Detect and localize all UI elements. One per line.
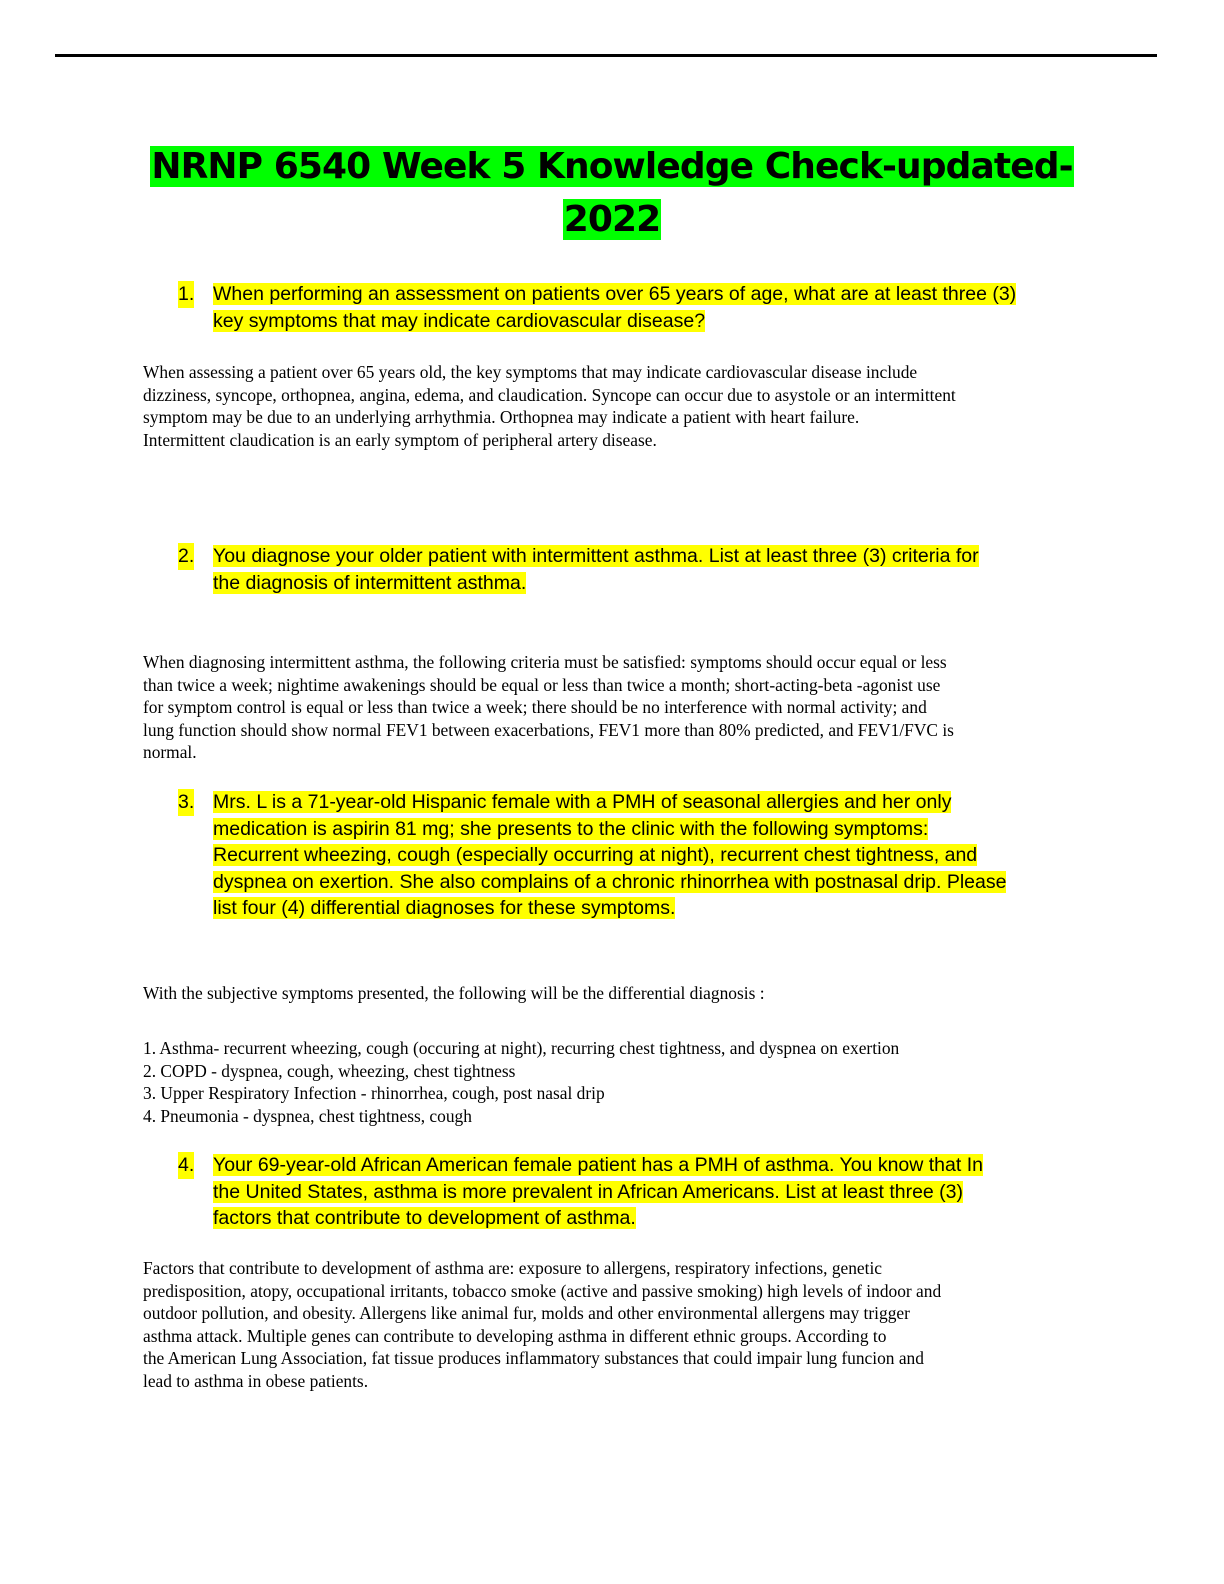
answer-line: for symptom control is equal or less than twice a week; there should be no interference with normal activity; and: [143, 697, 927, 718]
list-item: 4. Pneumonia - dyspnea, chest tightness, cough: [143, 1105, 472, 1126]
answer-3-intro: [143, 982, 1078, 1005]
question-line: Your 69-year-old African American female patient has a PMH of asthma. You know that In: [213, 1154, 983, 1176]
question-line: dyspnea on exertion. She also complains of a chronic rhinorrhea with postnasal drip. Please: [213, 870, 1007, 893]
answer-1: [143, 361, 1078, 451]
document-title: [120, 140, 1104, 246]
differential-diagnosis-list: [143, 1037, 1078, 1127]
question-line: When performing an assessment on patients over 65 years of age, what are at least three (3): [213, 283, 1017, 305]
question-number: 3.: [178, 789, 194, 816]
answer-line: than twice a week; nightime awakenings should be equal or less than twice a month; short-acting-beta -agonist use: [143, 674, 941, 695]
question-number: 1.: [178, 281, 194, 308]
answer-line: the American Lung Association, fat tissue produces inflammatory substances that could impair lung funcion and: [143, 1348, 924, 1369]
question-number: 4.: [178, 1152, 194, 1179]
question-3: [178, 789, 1078, 922]
answer-line: Intermittent claudication is an early symptom of peripheral artery disease.: [143, 429, 657, 450]
question-line: You diagnose your older patient with intermittent asthma. List at least three (3) criteria for: [213, 545, 979, 567]
question-4: [178, 1152, 1078, 1232]
question-line: Mrs. L is a 71-year-old Hispanic female with a PMH of seasonal allergies and her only: [213, 791, 952, 813]
answer-line: lung function should show normal FEV1 between exacerbations, FEV1 more than 80% predicted, and FEV1/FVC is: [143, 719, 954, 740]
question-2: [178, 543, 1078, 596]
answer-line: lead to asthma in obese patients.: [143, 1370, 369, 1391]
answer-line: When assessing a patient over 65 years old, the key symptoms that may indicate cardiovascular disease include: [143, 362, 918, 382]
answer-line: normal.: [143, 742, 197, 763]
answer-4: [143, 1257, 1078, 1393]
answer-line: predisposition, atopy, occupational irritants, tobacco smoke (active and passive smoking) high levels of indoor and: [143, 1280, 942, 1301]
question-1: [178, 281, 1078, 334]
question-line: list four (4) differential diagnoses for these symptoms.: [213, 897, 676, 919]
list-item: 1. Asthma- recurrent wheezing, cough (occuring at night), recurring chest tightness, and dyspnea on exertion: [143, 1038, 900, 1058]
answer-line: With the subjective symptoms presented, the following will be the differential diagnosis :: [143, 983, 765, 1003]
question-line: medication is aspirin 81 mg; she presents to the clinic with the following symptoms:: [213, 817, 929, 840]
question-line: the United States, asthma is more prevalent in African Americans. List at least three (3): [213, 1180, 964, 1203]
list-item: 2. COPD - dyspnea, cough, wheezing, chest tightness: [143, 1060, 516, 1081]
title-line-2: 2022: [563, 199, 661, 240]
answer-line: outdoor pollution, and obesity. Allergens like animal fur, molds and other environmental allergens may trigger: [143, 1303, 910, 1324]
header-rule: [55, 54, 1157, 57]
answer-2: [143, 651, 1078, 764]
answer-line: asthma attack. Multiple genes can contribute to developing asthma in different ethnic groups. According to: [143, 1325, 887, 1346]
question-line: the diagnosis of intermittent asthma.: [213, 571, 527, 594]
answer-line: When diagnosing intermittent asthma, the following criteria must be satisfied: symptoms should occur equal or less: [143, 652, 947, 672]
answer-line: dizziness, syncope, orthopnea, angina, edema, and claudication. Syncope can occur due to asystole or an intermittent: [143, 384, 956, 405]
question-line: key symptoms that may indicate cardiovascular disease?: [213, 309, 706, 332]
question-line: Recurrent wheezing, cough (especially occurring at night), recurrent chest tightness, and: [213, 844, 978, 866]
title-line-1: NRNP 6540 Week 5 Knowledge Check-updated-: [151, 146, 1073, 187]
answer-line: Factors that contribute to development of asthma are: exposure to allergens, respiratory infections, genetic: [143, 1258, 883, 1278]
question-number: 2.: [178, 543, 194, 570]
question-line: factors that contribute to development of asthma.: [213, 1207, 636, 1229]
answer-line: symptom may be due to an underlying arrhythmia. Orthopnea may indicate a patient with heart failure.: [143, 407, 860, 428]
list-item: 3. Upper Respiratory Infection - rhinorrhea, cough, post nasal drip: [143, 1083, 605, 1104]
